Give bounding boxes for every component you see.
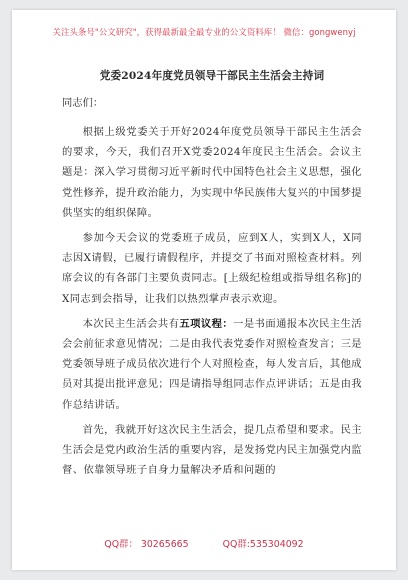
paragraph-2: 参加今天会议的党委班子成员，应到X人，实到X人，X同志因X请假，已履行请假程序，并提交了书面对照检查材料。列席会议的有各部门主要负责同志。[上级纪检组或指导组名称]的X同志到会指导，让我们以热烈掌声表示欢迎。 xyxy=(62,232,362,305)
greeting: 同志们： xyxy=(62,97,104,109)
paragraph-1: 根据上级党委关于开好2024年度党员领导干部民主生活会的要求，今天，我们召开X党委2024年度民主生活会。会议主题是：深入学习贯彻习近平新时代中国特色社会主义思想，强化党性修养，提升政治能力，为实现中华民族伟大复兴的中国梦提供坚实的组织保障。 xyxy=(62,126,362,219)
header-note: 关注头条号"公文研究"，获得最新最全最专业的公文资料库！ 微信：gongwenyj xyxy=(52,27,356,37)
footer-note xyxy=(12,536,396,550)
paragraph-4: 首先，我就开好这次民主生活会，提几点希望和要求。民主生活会是党内政治生活的重要内容，是发扬党内民主加强党内监督、依靠领导班子自身力量解决矛盾和问题的 xyxy=(62,423,362,477)
qq-group-2: QQ群:535304092 xyxy=(222,539,304,550)
agenda-text: 一是书面通报本次民主生活会会前征求意见情况；二是由我代表党委作对照检查发言；三是党委领导班子成员依次进行个人对照检查，每人发言后，其他成员对其提出批评意见；四是请指导组同志作点评讲话；五是由我作总结讲话。 xyxy=(62,317,362,411)
agenda-heading: 五项议程： xyxy=(179,317,234,330)
qq-group-1: QQ群： 30265665 xyxy=(104,539,189,550)
document-title: 党委2024年度党员领导干部民主生活会主持词 xyxy=(99,70,325,82)
agenda-lead: 本次民主生活会共有 xyxy=(82,317,180,330)
paragraph-3 xyxy=(62,314,362,415)
document-page xyxy=(12,10,396,570)
document-body xyxy=(62,68,362,485)
